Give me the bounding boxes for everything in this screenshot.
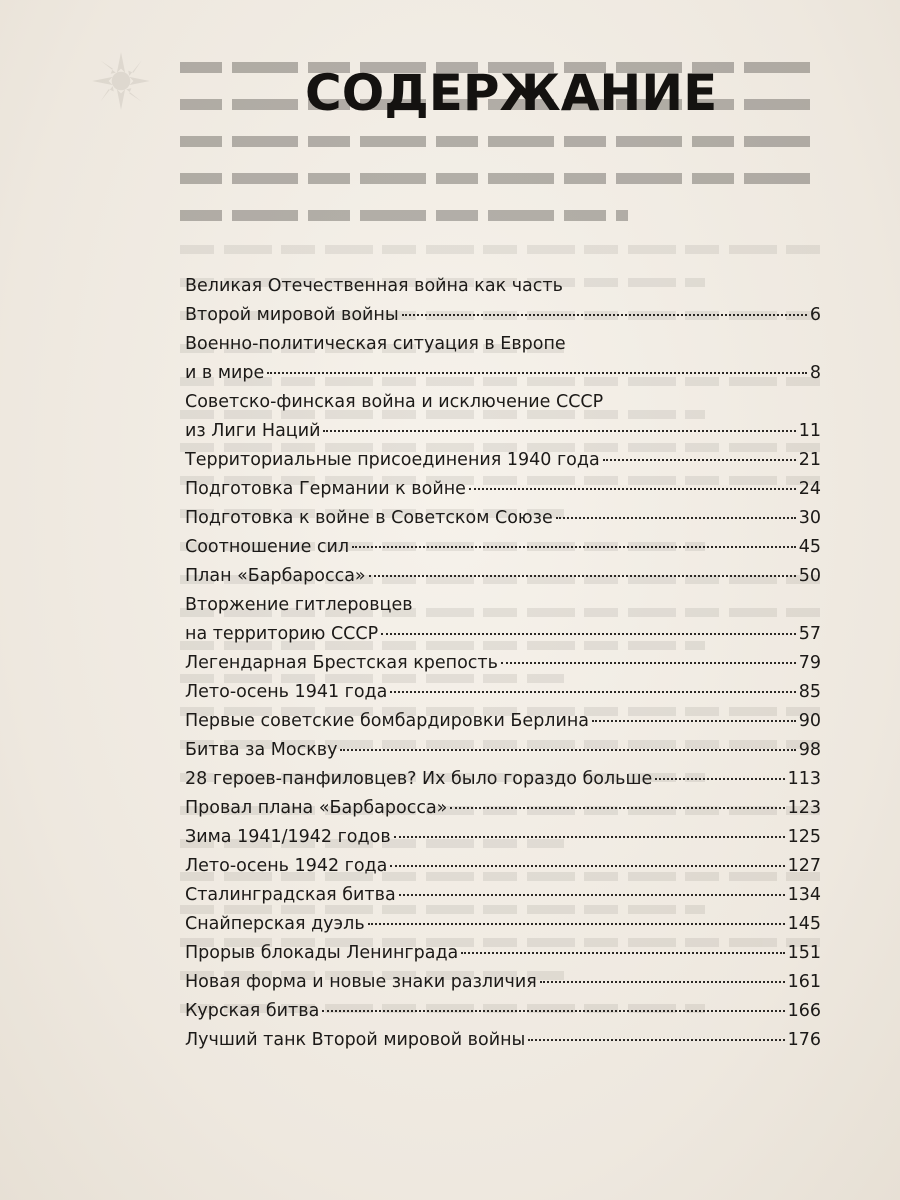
toc-entry-title: и в мире <box>185 363 265 383</box>
toc-entry <box>185 446 821 475</box>
toc-page-number: 151 <box>787 943 821 963</box>
toc-entry-title: 28 героев-панфиловцев? Их было гораздо больше <box>185 769 653 789</box>
toc-entry <box>185 562 821 591</box>
toc-page-number: 6 <box>809 305 821 325</box>
toc-page-number: 85 <box>798 682 821 702</box>
leader-dots <box>390 864 784 867</box>
leader-dots <box>322 1009 784 1012</box>
toc-page-number: 123 <box>787 798 821 818</box>
table-of-contents <box>185 272 821 1055</box>
toc-entry-title: Лето-осень 1942 года <box>185 856 388 876</box>
toc-entry <box>185 475 821 504</box>
leader-dots <box>323 429 795 432</box>
toc-entry-title: Лето-осень 1941 года <box>185 682 388 702</box>
decorative-ornament-icon <box>90 50 152 112</box>
toc-entry <box>185 649 821 678</box>
leader-dots <box>469 487 796 490</box>
toc-entry-title: на территорию СССР <box>185 624 379 644</box>
toc-entry-title: Соотношение сил <box>185 537 350 557</box>
toc-entry-title: Зима 1941/1942 годов <box>185 827 391 847</box>
toc-entry-title: Лучший танк Второй мировой войны <box>185 1030 526 1050</box>
leader-dots <box>592 719 796 722</box>
toc-entry-title: Подготовка Германии к войне <box>185 479 466 499</box>
toc-entry <box>185 736 821 765</box>
leader-dots <box>461 951 784 954</box>
toc-entry <box>185 707 821 736</box>
toc-entry <box>185 910 821 939</box>
toc-entry-title-line: Вторжение гитлеровцев <box>185 595 413 615</box>
toc-entry-title-line: Военно-политическая ситуация в Европе <box>185 334 566 354</box>
toc-page-number: 21 <box>798 450 821 470</box>
toc-entry-title: Снайперская дуэль <box>185 914 365 934</box>
toc-entry <box>185 388 821 446</box>
toc-entry-title: из Лиги Наций <box>185 421 321 441</box>
leader-dots <box>267 371 807 374</box>
leader-dots <box>556 516 796 519</box>
toc-entry-title: Территориальные присоединения 1940 года <box>185 450 600 470</box>
leader-dots <box>352 545 796 548</box>
leader-dots <box>501 661 796 664</box>
toc-entry-title: Легендарная Брестская крепость <box>185 653 498 673</box>
leader-dots <box>528 1038 784 1041</box>
toc-page-number: 166 <box>787 1001 821 1021</box>
toc-entry <box>185 968 821 997</box>
toc-page-number: 127 <box>787 856 821 876</box>
toc-page-number: 11 <box>798 421 821 441</box>
toc-page-number: 79 <box>798 653 821 673</box>
toc-page-number: 98 <box>798 740 821 760</box>
toc-entry <box>185 939 821 968</box>
toc-page-number: 24 <box>798 479 821 499</box>
toc-entry-title: Первые советские бомбардировки Берлина <box>185 711 590 731</box>
toc-page-number: 113 <box>787 769 821 789</box>
leader-dots <box>340 748 795 751</box>
leader-dots <box>655 777 784 780</box>
toc-entry <box>185 852 821 881</box>
leader-dots <box>450 806 784 809</box>
toc-entry-title: План «Барбаросса» <box>185 566 366 586</box>
toc-entry <box>185 765 821 794</box>
leader-dots <box>603 458 796 461</box>
toc-entry <box>185 1026 821 1055</box>
toc-page-number: 161 <box>787 972 821 992</box>
toc-page-number: 125 <box>787 827 821 847</box>
leader-dots <box>402 313 807 316</box>
leader-dots <box>540 980 785 983</box>
toc-page-number: 50 <box>798 566 821 586</box>
toc-entry <box>185 591 821 649</box>
toc-entry-title: Битва за Москву <box>185 740 338 760</box>
toc-page-number: 30 <box>798 508 821 528</box>
leader-dots <box>399 893 785 896</box>
toc-entry <box>185 330 821 388</box>
leader-dots <box>390 690 795 693</box>
toc-page-number: 134 <box>787 885 821 905</box>
toc-entry <box>185 533 821 562</box>
toc-page-number: 145 <box>787 914 821 934</box>
leader-dots <box>394 835 785 838</box>
toc-entry-title: Второй мировой войны <box>185 305 399 325</box>
toc-entry-title: Провал плана «Барбаросса» <box>185 798 448 818</box>
toc-entry <box>185 823 821 852</box>
toc-page-number: 8 <box>809 363 821 383</box>
toc-entry <box>185 504 821 533</box>
leader-dots <box>381 632 796 635</box>
toc-entry <box>185 881 821 910</box>
toc-entry-title: Подготовка к войне в Советском Союзе <box>185 508 553 528</box>
toc-page-number: 176 <box>787 1030 821 1050</box>
toc-entry-title: Курская битва <box>185 1001 320 1021</box>
toc-entry-title-line: Великая Отечественная война как часть <box>185 276 563 296</box>
toc-page-number: 45 <box>798 537 821 557</box>
toc-entry <box>185 678 821 707</box>
page-title: СОДЕРЖАНИЕ <box>305 64 718 122</box>
toc-entry <box>185 272 821 330</box>
toc-entry-title: Новая форма и новые знаки различия <box>185 972 537 992</box>
toc-page-number: 57 <box>798 624 821 644</box>
toc-entry <box>185 794 821 823</box>
toc-entry-title-line: Советско-финская война и исключение СССР <box>185 392 604 412</box>
leader-dots <box>369 574 796 577</box>
toc-entry <box>185 997 821 1026</box>
toc-page-number: 90 <box>798 711 821 731</box>
leader-dots <box>368 922 785 925</box>
toc-entry-title: Сталинградская битва <box>185 885 396 905</box>
toc-entry-title: Прорыв блокады Ленинграда <box>185 943 459 963</box>
